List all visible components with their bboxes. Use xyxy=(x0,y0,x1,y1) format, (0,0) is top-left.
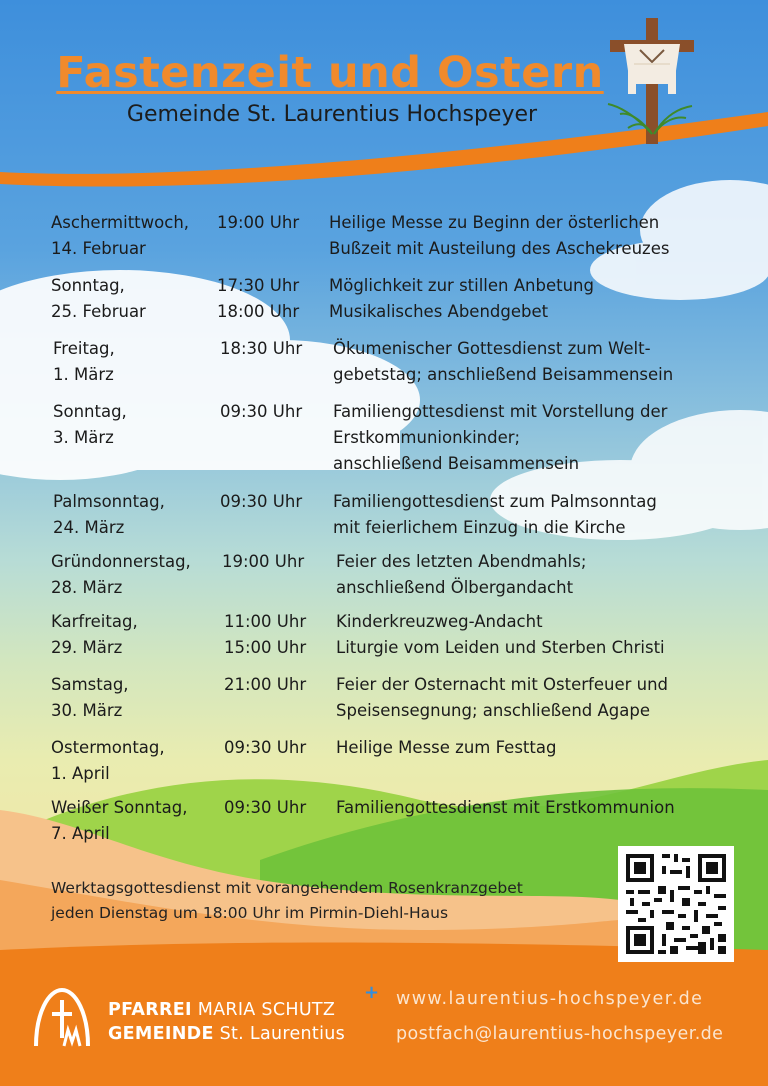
event-time: 11:00 Uhr 15:00 Uhr xyxy=(224,612,307,657)
page-title: Fastenzeit und Ostern xyxy=(56,48,604,98)
event-time: 18:30 Uhr xyxy=(220,339,303,358)
event-date: Sonntag, 25. Februar xyxy=(51,276,146,321)
event-description: Familiengottesdienst zum Palmsonntag mit feierlichem Einzug in die Kirche xyxy=(333,492,657,537)
event-time: 19:00 Uhr xyxy=(217,213,300,232)
org-line-pfarrei-bold: PFARREI xyxy=(108,1000,192,1020)
event-date: Sonntag, 3. März xyxy=(53,402,127,447)
weekday-service-note: Werktagsgottesdienst mit vorangehendem Rosenkranzgebet jeden Dienstag um 18:00 Uhr im Pirmin-Diehl-Haus xyxy=(51,879,523,922)
event-time: 09:30 Uhr xyxy=(224,738,307,757)
event-date: Aschermittwoch, 14. Februar xyxy=(51,213,190,258)
parish-logo-icon xyxy=(30,984,94,1050)
event-date: Freitag, 1. März xyxy=(53,339,115,384)
org-line-gemeinde-rest: St. Laurentius xyxy=(213,1024,346,1044)
event-description: Familiengottesdienst mit Vorstellung der Erstkommunionkinder; anschließend Beisammensein xyxy=(333,402,668,473)
event-date: Samstag, 30. März xyxy=(51,675,129,720)
event-time: 09:30 Uhr xyxy=(220,492,303,511)
website-link[interactable]: www.laurentius-hochspeyer.de xyxy=(396,989,704,1009)
event-description: Feier der Osternacht mit Osterfeuer und Speisensegnung; anschließend Agape xyxy=(336,675,669,720)
email-link[interactable]: postfach@laurentius-hochspeyer.de xyxy=(396,1024,724,1044)
event-date: Palmsonntag, 24. März xyxy=(53,492,165,537)
event-date: Karfreitag, 29. März xyxy=(51,612,138,657)
event-description: Heilige Messe zu Beginn der österlichen Bußzeit mit Austeilung des Aschekreuzes xyxy=(329,213,670,258)
event-description: Ökumenischer Gottesdienst zum Welt- gebetstag; anschließend Beisammensein xyxy=(333,339,674,384)
org-line-gemeinde xyxy=(108,1024,345,1044)
event-time: 17:30 Uhr 18:00 Uhr xyxy=(217,276,300,321)
qr-code-icon[interactable] xyxy=(618,846,734,962)
event-description: Möglichkeit zur stillen Anbetung Musikalisches Abendgebet xyxy=(329,276,594,321)
event-time: 21:00 Uhr xyxy=(224,675,307,694)
org-line-pfarrei xyxy=(108,1000,335,1020)
event-time: 19:00 Uhr xyxy=(222,552,305,571)
event-time: 09:30 Uhr xyxy=(220,402,303,421)
plus-icon: + xyxy=(364,982,380,1003)
org-line-pfarrei-rest: MARIA SCHUTZ xyxy=(191,1000,336,1020)
event-time: 09:30 Uhr xyxy=(224,798,307,817)
event-description: Kinderkreuzweg-Andacht Liturgie vom Leiden und Sterben Christi xyxy=(336,612,665,657)
event-date: Gründonnerstag, 28. März xyxy=(51,552,191,597)
org-line-gemeinde-bold: GEMEINDE xyxy=(108,1024,214,1044)
page-subtitle: Gemeinde St. Laurentius Hochspeyer xyxy=(126,102,538,127)
event-description: Feier des letzten Abendmahls; anschließend Ölbergandacht xyxy=(336,552,587,597)
event-description: Familiengottesdienst mit Erstkommunion xyxy=(336,798,675,817)
event-description: Heilige Messe zum Festtag xyxy=(336,738,557,757)
event-date: Weißer Sonntag, 7. April xyxy=(51,798,188,843)
event-date: Ostermontag, 1. April xyxy=(51,738,165,783)
